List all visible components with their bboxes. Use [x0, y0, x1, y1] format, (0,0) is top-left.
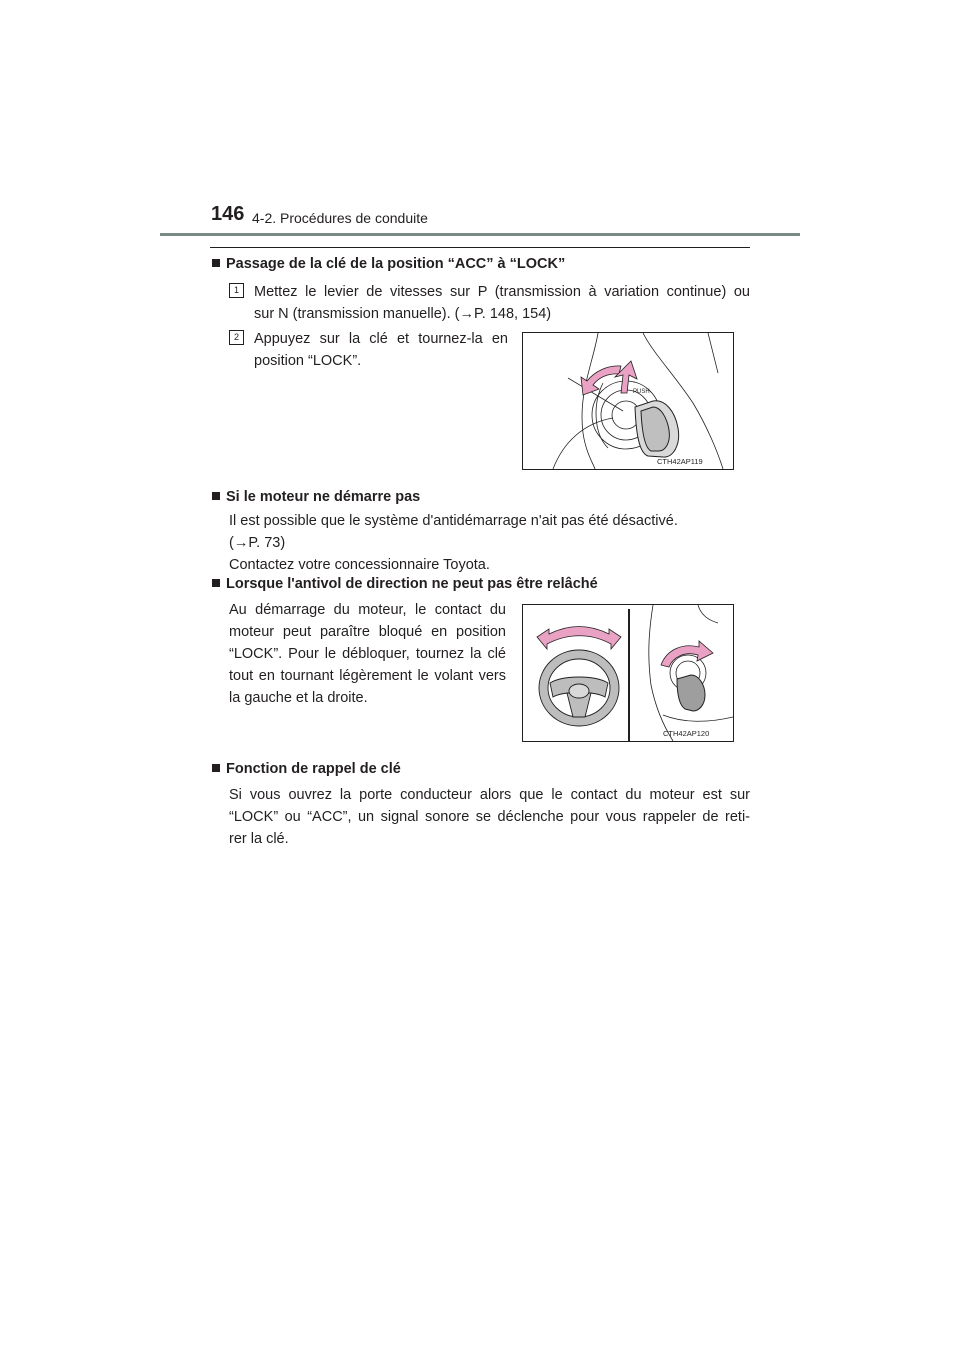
bullet-square-icon — [212, 764, 220, 772]
section-title-acc-lock: Passage de la clé de la position “ACC” à “LOCK” — [212, 256, 565, 272]
section-title-key-reminder: Fonction de rappel de clé — [212, 761, 401, 777]
section-title-engine-not-starting: Si le moteur ne démarre pas — [212, 489, 420, 505]
bullet-square-icon — [212, 492, 220, 500]
header-rule — [160, 233, 800, 236]
key-reminder-text: Si vous ouvrez la porte conducteur alors que le contact du moteur est sur “LOCK” ou “ACC”, un signal sonore se déclenche pour vous rappeler de reti- rer la clé. — [229, 787, 750, 847]
key-turn-arrow-icon — [661, 641, 713, 667]
figure-key-turn-lock — [522, 332, 734, 470]
page-number: 146 — [211, 203, 245, 225]
push-label: PUSH — [633, 389, 650, 395]
step-number-1: 1 — [229, 283, 244, 298]
step-2-text: Appuyez sur la clé et tournez-la en position “LOCK”. — [254, 331, 508, 369]
bullet-square-icon — [212, 259, 220, 267]
section-rule — [210, 247, 750, 248]
bullet-square-icon — [212, 579, 220, 587]
chapter-title: 4-2. Procédures de conduite — [252, 210, 428, 226]
wheel-turn-arrow-icon — [537, 627, 621, 650]
step-number-2: 2 — [229, 330, 244, 345]
steering-wheel-illustration — [523, 605, 733, 741]
engine-not-starting-text: Il est possible que le système d'antidémarrage n'ait pas été désactivé. (→P. 73) Contactez votre concessionnaire Toyota. — [229, 513, 678, 573]
figure-steering-wheel-key — [522, 604, 734, 742]
key-cylinder-illustration — [523, 333, 733, 469]
rotate-left-arrow-icon — [581, 366, 621, 395]
figure-code: CTH42AP120 — [663, 729, 710, 738]
steering-lock-text: Au démarrage du moteur, le contact du moteur peut paraître bloqué en position “LOCK”. Pour le débloquer, tournez la clé tout en tournant légèrement le volant vers la gauche et la droite. — [229, 602, 506, 706]
step-1-text: Mettez le levier de vitesses sur P (transmission à variation continue) ou sur N (transmission manuelle). (→P. 148, 154) — [254, 284, 750, 322]
section-title-steering-lock: Lorsque l'antivol de direction ne peut pas être relâché — [212, 576, 598, 592]
figure-code: CTH42AP119 — [657, 457, 703, 466]
